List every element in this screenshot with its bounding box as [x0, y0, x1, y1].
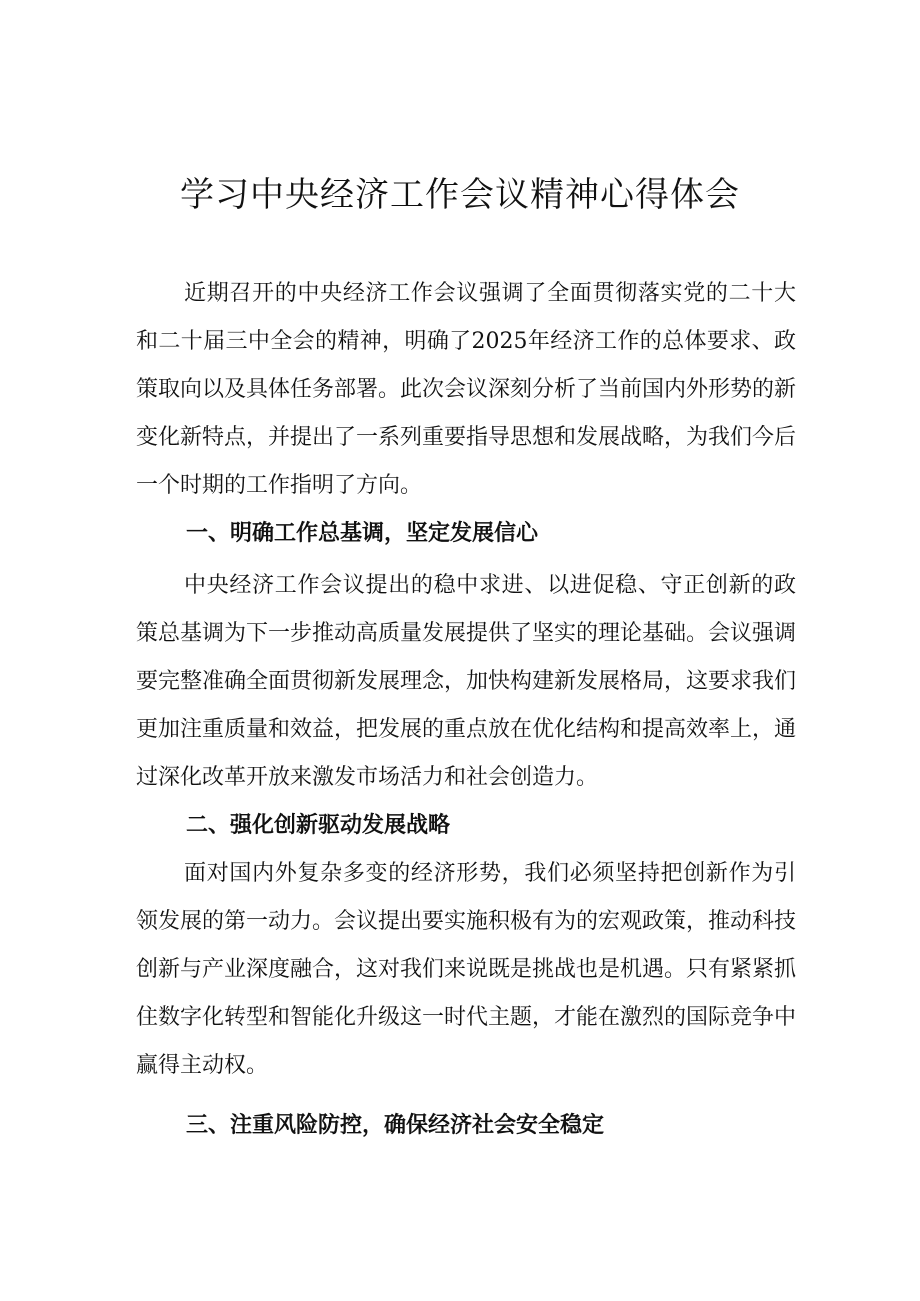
intro-paragraph: 近期召开的中央经济工作会议强调了全面贯彻落实党的二十大和二十届三中全会的精神，明确了2025年经济工作的总体要求、政策取向以及具体任务部署。此次会议深刻分析了当前国内外形势的新变化新特点，并提出了一系列重要指导思想和发展战略，为我们今后一个时期的工作指明了方向。: [136, 281, 797, 498]
section-2-heading: 二、强化创新驱动发展战略: [186, 813, 451, 838]
section-3-heading: 三、注重风险防控，确保经济社会安全稳定: [186, 1113, 605, 1138]
section-1-paragraph: 中央经济工作会议提出的稳中求进、以进促稳、守正创新的政策总基调为下一步推动高质量发展提供了坚实的理论基础。会议强调要完整准确全面贯彻新发展理念，加快构建新发展格局，这要求我们更加注重质量和效益，把发展的重点放在优化结构和提高效率上，通过深化改革开放来激发市场活力和社会创造力。: [136, 573, 797, 790]
section-2-paragraph: 面对国内外复杂多变的经济形势，我们必须坚持把创新作为引领发展的第一动力。会议提出要实施积极有为的宏观政策，推动科技创新与产业深度融合，这对我们来说既是挑战也是机遇。只有紧紧抓住数字化转型和智能化升级这一时代主题，才能在激烈的国际竞争中赢得主动权。: [136, 861, 797, 1078]
document-title: 学习中央经济工作会议精神心得体会: [180, 175, 740, 215]
section-1-heading: 一、明确工作总基调，坚定发展信心: [186, 521, 539, 546]
